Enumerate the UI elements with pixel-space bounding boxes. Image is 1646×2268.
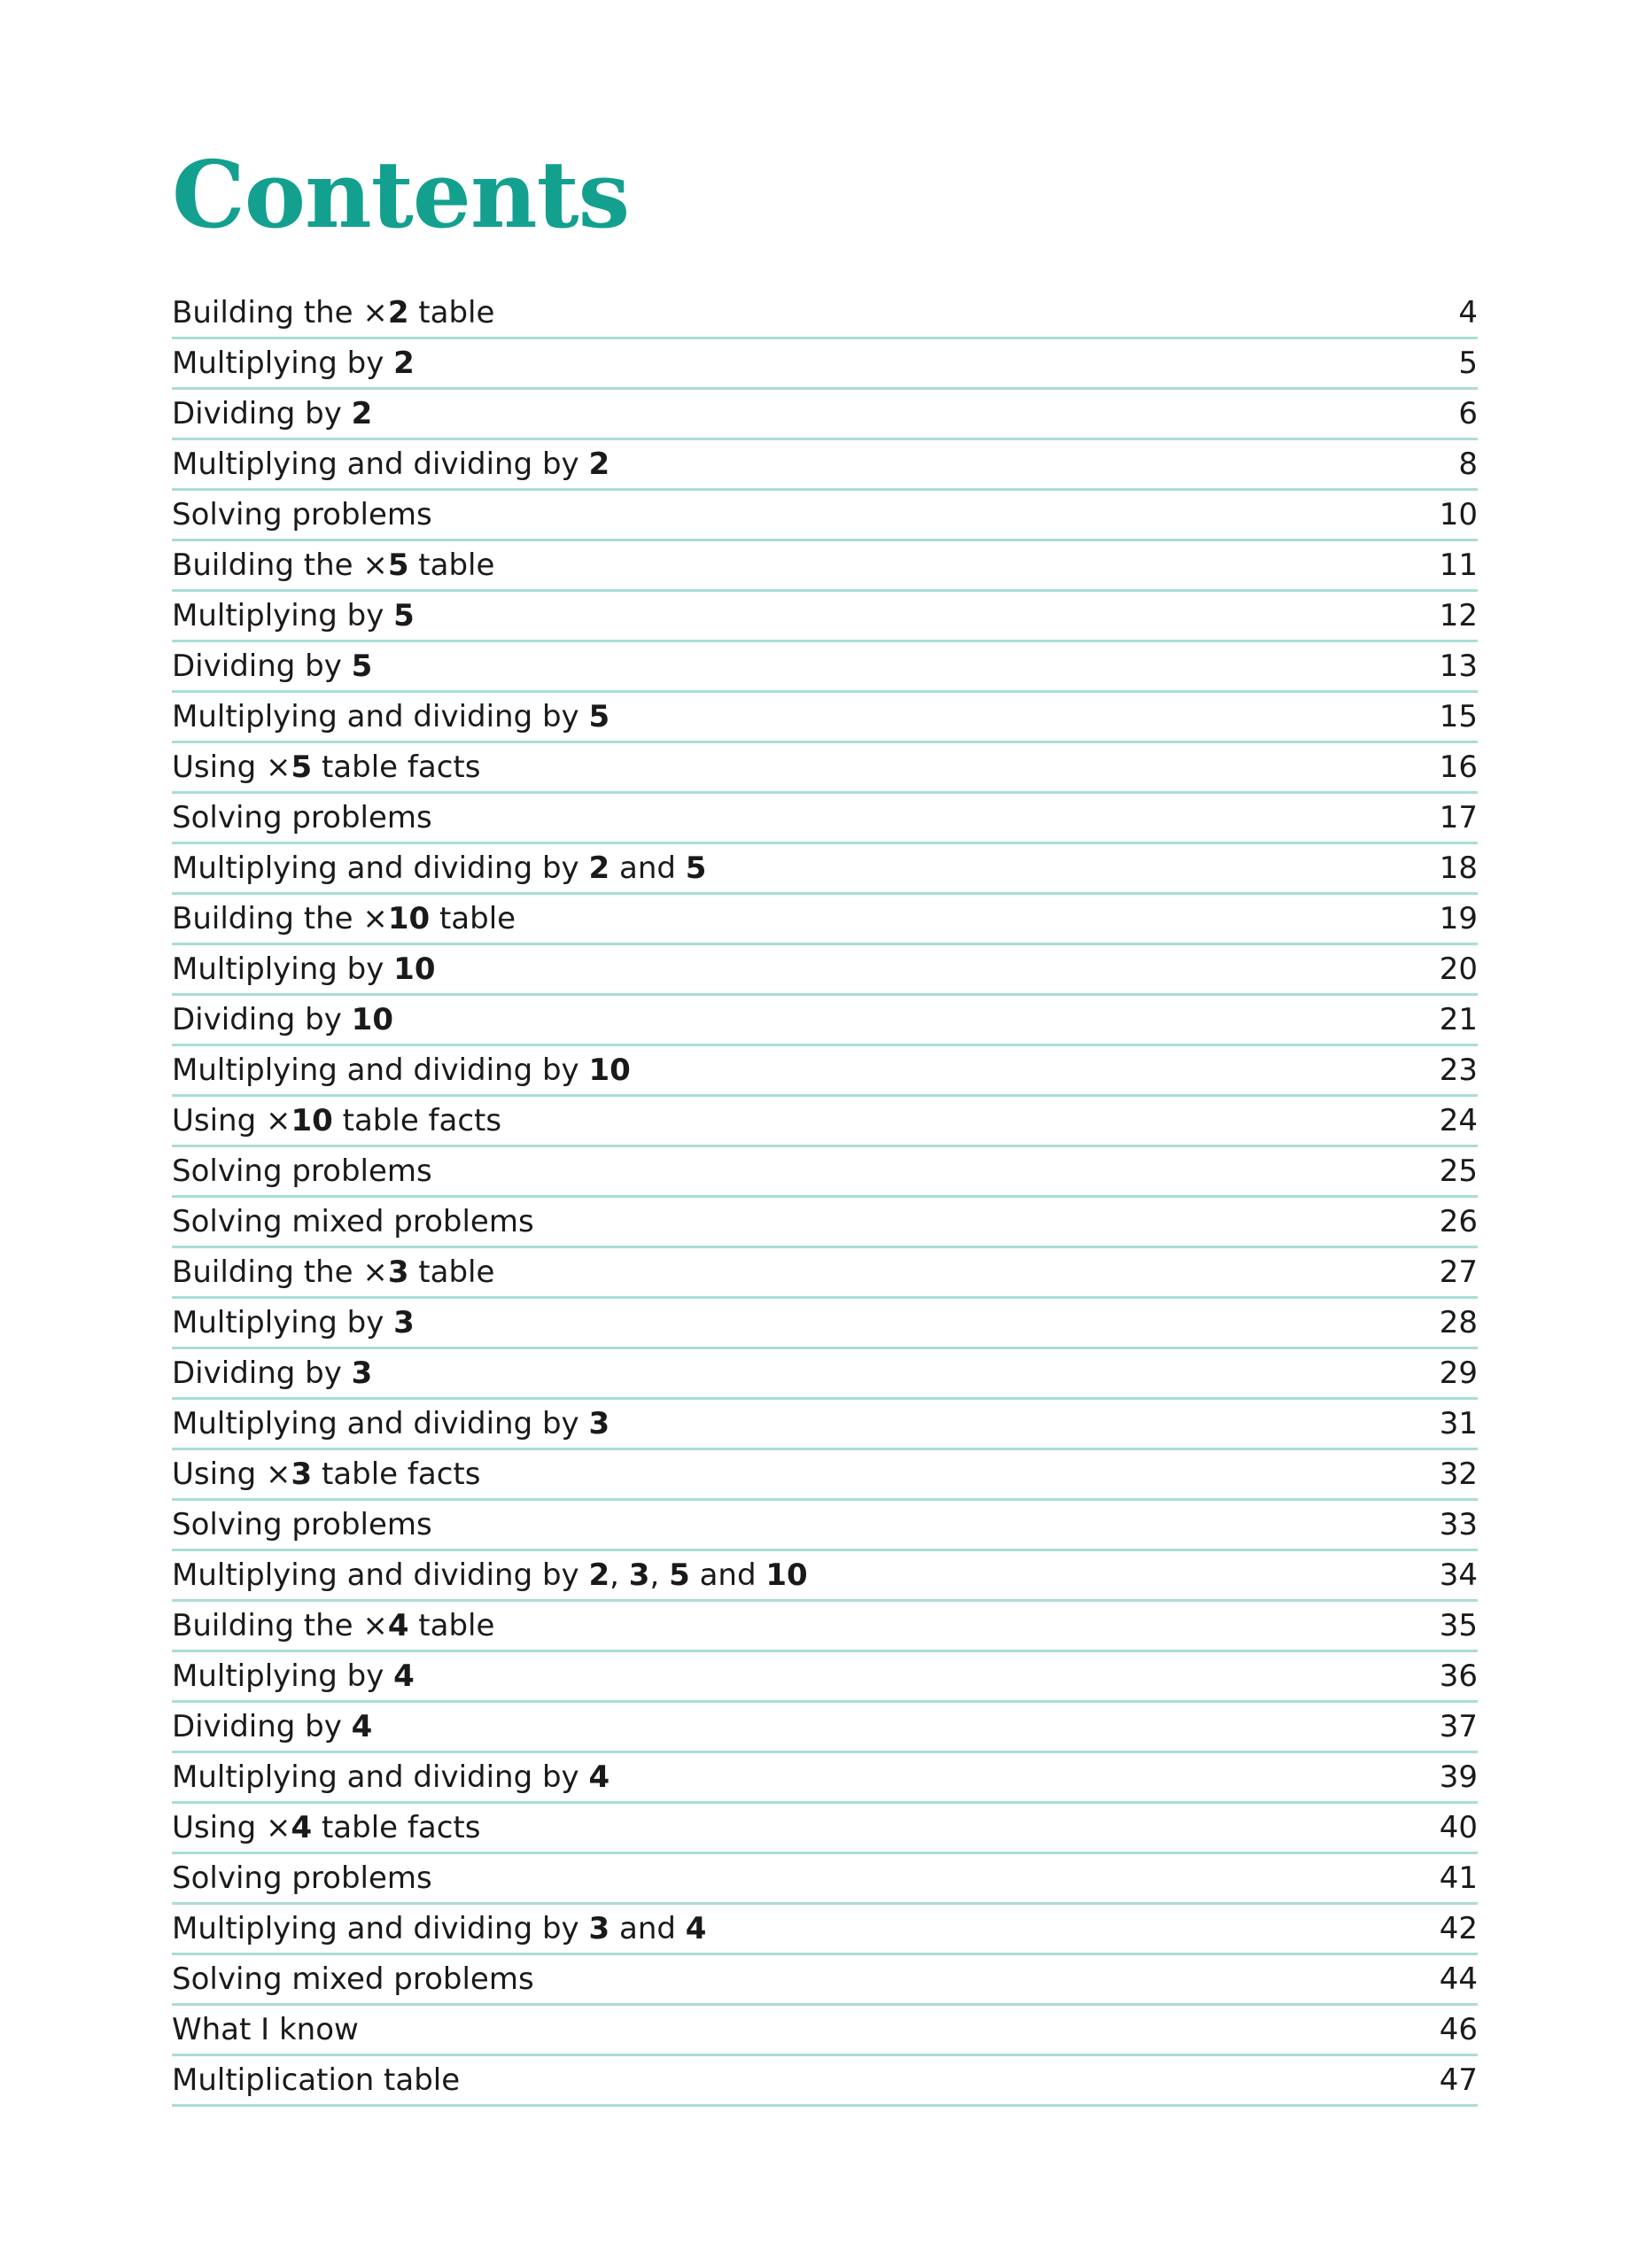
toc-entry-number: 5 — [685, 850, 707, 886]
toc-entry-text: Dividing by — [172, 1002, 352, 1037]
toc-entry-page-number: 37 — [1439, 1709, 1478, 1744]
toc-entry-number: 4 — [588, 1759, 610, 1795]
toc-entry-page-number: 6 — [1458, 396, 1478, 431]
toc-entry-text: Building the × — [172, 548, 388, 583]
toc-entry-title — [172, 649, 373, 684]
toc-entry-page-number: 46 — [1439, 2012, 1478, 2047]
toc-entry-title — [172, 1305, 415, 1340]
toc-entry-number: 3 — [291, 1456, 313, 1492]
toc-entry-text: table — [408, 1254, 495, 1290]
toc-entry-title — [172, 901, 516, 936]
toc-entry[interactable] — [172, 1602, 1478, 1652]
toc-entry-title — [172, 1608, 495, 1643]
toc-entry-number: 10 — [291, 1103, 333, 1138]
toc-entry-page-number: 11 — [1439, 548, 1478, 583]
toc-entry-title — [172, 548, 495, 583]
toc-entry-number: 5 — [393, 598, 415, 633]
toc-entry-number: 3 — [588, 1911, 610, 1946]
toc-entry-text: table — [408, 295, 495, 330]
toc-entry-title — [172, 2012, 359, 2047]
toc-entry-number: 5 — [669, 1557, 690, 1593]
toc-entry[interactable] — [172, 390, 1478, 440]
toc-entry-number: 4 — [685, 1911, 707, 1946]
toc-entry[interactable] — [172, 491, 1478, 541]
toc-entry-title — [172, 1759, 610, 1795]
toc-entry-title — [172, 1961, 534, 1997]
toc-entry-title — [172, 447, 610, 482]
toc-entry-text: Multiplying and dividing by — [172, 1052, 589, 1088]
toc-entry-page-number: 4 — [1458, 295, 1478, 330]
toc-entry-page-number: 28 — [1439, 1305, 1478, 1340]
toc-entry-page-number: 15 — [1439, 699, 1478, 734]
toc-entry[interactable] — [172, 1400, 1478, 1450]
toc-entry-title — [172, 1355, 373, 1391]
toc-entry-title — [172, 598, 415, 633]
toc-entry-page-number: 25 — [1439, 1153, 1478, 1189]
toc-entry[interactable] — [172, 1046, 1478, 1097]
toc-entry-text: table — [408, 548, 495, 583]
toc-entry[interactable] — [172, 945, 1478, 996]
toc-entry-text: table facts — [312, 1810, 481, 1845]
toc-entry-title — [172, 1052, 631, 1088]
toc-entry-text: Solving mixed problems — [172, 1961, 534, 1997]
toc-entry[interactable] — [172, 2006, 1478, 2056]
toc-entry-page-number: 40 — [1439, 1810, 1478, 1845]
toc-entry-title — [172, 1204, 534, 1239]
toc-entry-number: 2 — [393, 346, 415, 381]
toc-entry-page-number: 21 — [1439, 1002, 1478, 1037]
toc-entry[interactable] — [172, 440, 1478, 491]
toc-entry-title — [172, 1557, 808, 1593]
toc-entry-page-number: 31 — [1439, 1406, 1478, 1441]
toc-entry-text: Multiplying by — [172, 598, 394, 633]
toc-entry-page-number: 41 — [1439, 1860, 1478, 1896]
toc-entry-page-number: 26 — [1439, 1204, 1478, 1239]
toc-entry-text: Solving problems — [172, 497, 432, 532]
toc-entry-title — [172, 346, 415, 381]
toc-entry-page-number: 29 — [1439, 1355, 1478, 1391]
toc-entry[interactable] — [172, 289, 1478, 339]
toc-entry[interactable] — [172, 1450, 1478, 1501]
toc-entry-number: 4 — [387, 1608, 409, 1643]
toc-entry-text: , — [649, 1557, 670, 1593]
toc-entry-title — [172, 1911, 707, 1946]
toc-entry[interactable] — [172, 1854, 1478, 1905]
toc-entry-title — [172, 1709, 373, 1744]
toc-entry-page-number: 19 — [1439, 901, 1478, 936]
toc-entry-text: Multiplying by — [172, 346, 394, 381]
toc-entry-number: 5 — [351, 649, 373, 684]
toc-entry-number: 2 — [351, 396, 373, 431]
toc-entry[interactable] — [172, 1299, 1478, 1349]
toc-entry-title — [172, 1658, 415, 1694]
toc-entry-text: and — [609, 850, 686, 886]
toc-entry-text: Multiplying and dividing by — [172, 1911, 589, 1946]
toc-entry-title — [172, 1153, 432, 1189]
toc-entry-text: Multiplication table — [172, 2062, 461, 2098]
toc-entry-title — [172, 800, 432, 835]
toc-entry-number: 4 — [393, 1658, 415, 1694]
toc-entry-page-number: 24 — [1439, 1103, 1478, 1138]
toc-entry-text: Building the × — [172, 295, 388, 330]
toc-entry[interactable] — [172, 1501, 1478, 1551]
toc-entry-number: 5 — [588, 699, 610, 734]
toc-entry[interactable] — [172, 1652, 1478, 1703]
toc-entry-number: 3 — [393, 1305, 415, 1340]
toc-entry[interactable] — [172, 2056, 1478, 2107]
toc-entry-page-number: 13 — [1439, 649, 1478, 684]
toc-entry-number: 5 — [387, 548, 409, 583]
toc-entry[interactable] — [172, 895, 1478, 945]
toc-entry-title — [172, 850, 707, 886]
toc-entry-text: and — [689, 1557, 766, 1593]
toc-entry-title — [172, 1002, 393, 1037]
toc-entry-page-number: 8 — [1458, 447, 1478, 482]
toc-entry-text: , — [609, 1557, 629, 1593]
toc-entry-text: Using × — [172, 750, 291, 785]
toc-entry[interactable] — [172, 1097, 1478, 1147]
toc-entry[interactable] — [172, 1551, 1478, 1602]
toc-entry-number: 3 — [351, 1355, 373, 1391]
toc-entry[interactable] — [172, 1753, 1478, 1804]
toc-entry-text: Building the × — [172, 1254, 388, 1290]
toc-entry-text: Dividing by — [172, 649, 352, 684]
toc-entry[interactable] — [172, 642, 1478, 693]
toc-entry-title — [172, 497, 432, 532]
toc-entry[interactable] — [172, 1248, 1478, 1299]
toc-entry-page-number: 16 — [1439, 750, 1478, 785]
toc-entry-text: table facts — [312, 1456, 481, 1492]
toc-entry-number: 2 — [588, 850, 610, 886]
toc-entry-text: Multiplying and dividing by — [172, 699, 589, 734]
toc-entry-text: Solving mixed problems — [172, 1204, 534, 1239]
toc-entry[interactable] — [172, 743, 1478, 794]
toc-entry[interactable] — [172, 844, 1478, 895]
toc-entry-number: 5 — [291, 750, 313, 785]
toc-entry-text: and — [609, 1911, 686, 1946]
toc-entry-number: 10 — [765, 1557, 808, 1593]
toc-entry[interactable] — [172, 592, 1478, 642]
toc-entry-page-number: 36 — [1439, 1658, 1478, 1694]
toc-entry-page-number: 42 — [1439, 1911, 1478, 1946]
toc-entry-page-number: 27 — [1439, 1254, 1478, 1290]
toc-entry-text: Dividing by — [172, 1709, 352, 1744]
toc-entry-page-number: 10 — [1439, 497, 1478, 532]
toc-entry-page-number: 5 — [1458, 346, 1478, 381]
toc-entry-title — [172, 1456, 481, 1492]
toc-entry-page-number: 47 — [1439, 2062, 1478, 2098]
toc-entry-page-number: 34 — [1439, 1557, 1478, 1593]
toc-entry-text: Multiplying and dividing by — [172, 447, 589, 482]
toc-entry-page-number: 23 — [1439, 1052, 1478, 1088]
toc-entry-title — [172, 1810, 481, 1845]
toc-entry[interactable] — [172, 794, 1478, 844]
toc-entry-text: Solving problems — [172, 1860, 432, 1896]
toc-entry-number: 10 — [387, 901, 431, 936]
toc-entry-title — [172, 1507, 432, 1542]
toc-entry-text: table facts — [332, 1103, 502, 1138]
toc-entry-text: Solving problems — [172, 1153, 432, 1189]
toc-entry[interactable] — [172, 1703, 1478, 1753]
toc-entry-page-number: 20 — [1439, 951, 1478, 987]
toc-entry-title — [172, 396, 373, 431]
toc-entry-text: table facts — [312, 750, 481, 785]
toc-entry[interactable] — [172, 1349, 1478, 1400]
toc-entry-number: 10 — [351, 1002, 393, 1037]
toc-entry-text: Multiplying and dividing by — [172, 850, 589, 886]
toc-entry-page-number: 44 — [1439, 1961, 1478, 1997]
toc-entry-title — [172, 2062, 461, 2098]
toc-entry-number: 3 — [628, 1557, 650, 1593]
toc-entry-text: Multiplying and dividing by — [172, 1406, 589, 1441]
toc-entry-number: 2 — [588, 447, 610, 482]
table-of-contents — [172, 289, 1478, 2107]
toc-entry-text: Multiplying by — [172, 1305, 394, 1340]
toc-entry-text: Solving problems — [172, 800, 432, 835]
toc-entry-text: Multiplying and dividing by — [172, 1557, 589, 1593]
toc-entry-title — [172, 1406, 610, 1441]
toc-entry-number: 10 — [393, 951, 436, 987]
toc-entry-text: table — [408, 1608, 495, 1643]
toc-entry-text: Building the × — [172, 1608, 388, 1643]
toc-entry-text: Building the × — [172, 901, 388, 936]
toc-entry[interactable] — [172, 1147, 1478, 1198]
toc-entry-text: Dividing by — [172, 396, 352, 431]
toc-entry-title — [172, 1254, 495, 1290]
toc-entry-number: 4 — [291, 1810, 313, 1845]
toc-entry-page-number: 32 — [1439, 1456, 1478, 1492]
toc-entry-text: Dividing by — [172, 1355, 352, 1391]
toc-entry[interactable] — [172, 996, 1478, 1046]
toc-entry-number: 2 — [588, 1557, 610, 1593]
toc-entry-page-number: 17 — [1439, 800, 1478, 835]
toc-entry-number: 3 — [588, 1406, 610, 1441]
toc-entry-text: table — [430, 901, 516, 936]
toc-entry[interactable] — [172, 693, 1478, 743]
toc-entry-number: 4 — [351, 1709, 373, 1744]
toc-entry-text: Multiplying by — [172, 1658, 394, 1694]
page-title: Contents — [172, 140, 630, 249]
toc-entry-title — [172, 699, 610, 734]
toc-entry-text: Multiplying and dividing by — [172, 1759, 589, 1795]
toc-entry[interactable] — [172, 339, 1478, 390]
toc-entry-text: Multiplying by — [172, 951, 394, 987]
toc-entry-page-number: 35 — [1439, 1608, 1478, 1643]
toc-entry-page-number: 18 — [1439, 850, 1478, 886]
toc-entry[interactable] — [172, 1198, 1478, 1248]
toc-entry-title — [172, 951, 436, 987]
toc-entry[interactable] — [172, 1804, 1478, 1854]
toc-entry-page-number: 33 — [1439, 1507, 1478, 1542]
toc-entry-number: 10 — [588, 1052, 631, 1088]
toc-entry-number: 2 — [387, 295, 409, 330]
toc-entry-number: 3 — [387, 1254, 409, 1290]
toc-entry-title — [172, 295, 495, 330]
toc-entry-page-number: 12 — [1439, 598, 1478, 633]
toc-entry-title — [172, 1860, 432, 1896]
toc-entry-text: Using × — [172, 1810, 291, 1845]
toc-entry-title — [172, 1103, 502, 1138]
toc-entry-text: What I know — [172, 2012, 359, 2047]
toc-entry[interactable] — [172, 541, 1478, 592]
toc-entry-page-number: 39 — [1439, 1759, 1478, 1795]
toc-entry-text: Solving problems — [172, 1507, 432, 1542]
toc-entry[interactable] — [172, 1905, 1478, 1955]
toc-entry-text: Using × — [172, 1456, 291, 1492]
toc-entry-title — [172, 750, 481, 785]
toc-entry-text: Using × — [172, 1103, 291, 1138]
toc-entry[interactable] — [172, 1955, 1478, 2006]
